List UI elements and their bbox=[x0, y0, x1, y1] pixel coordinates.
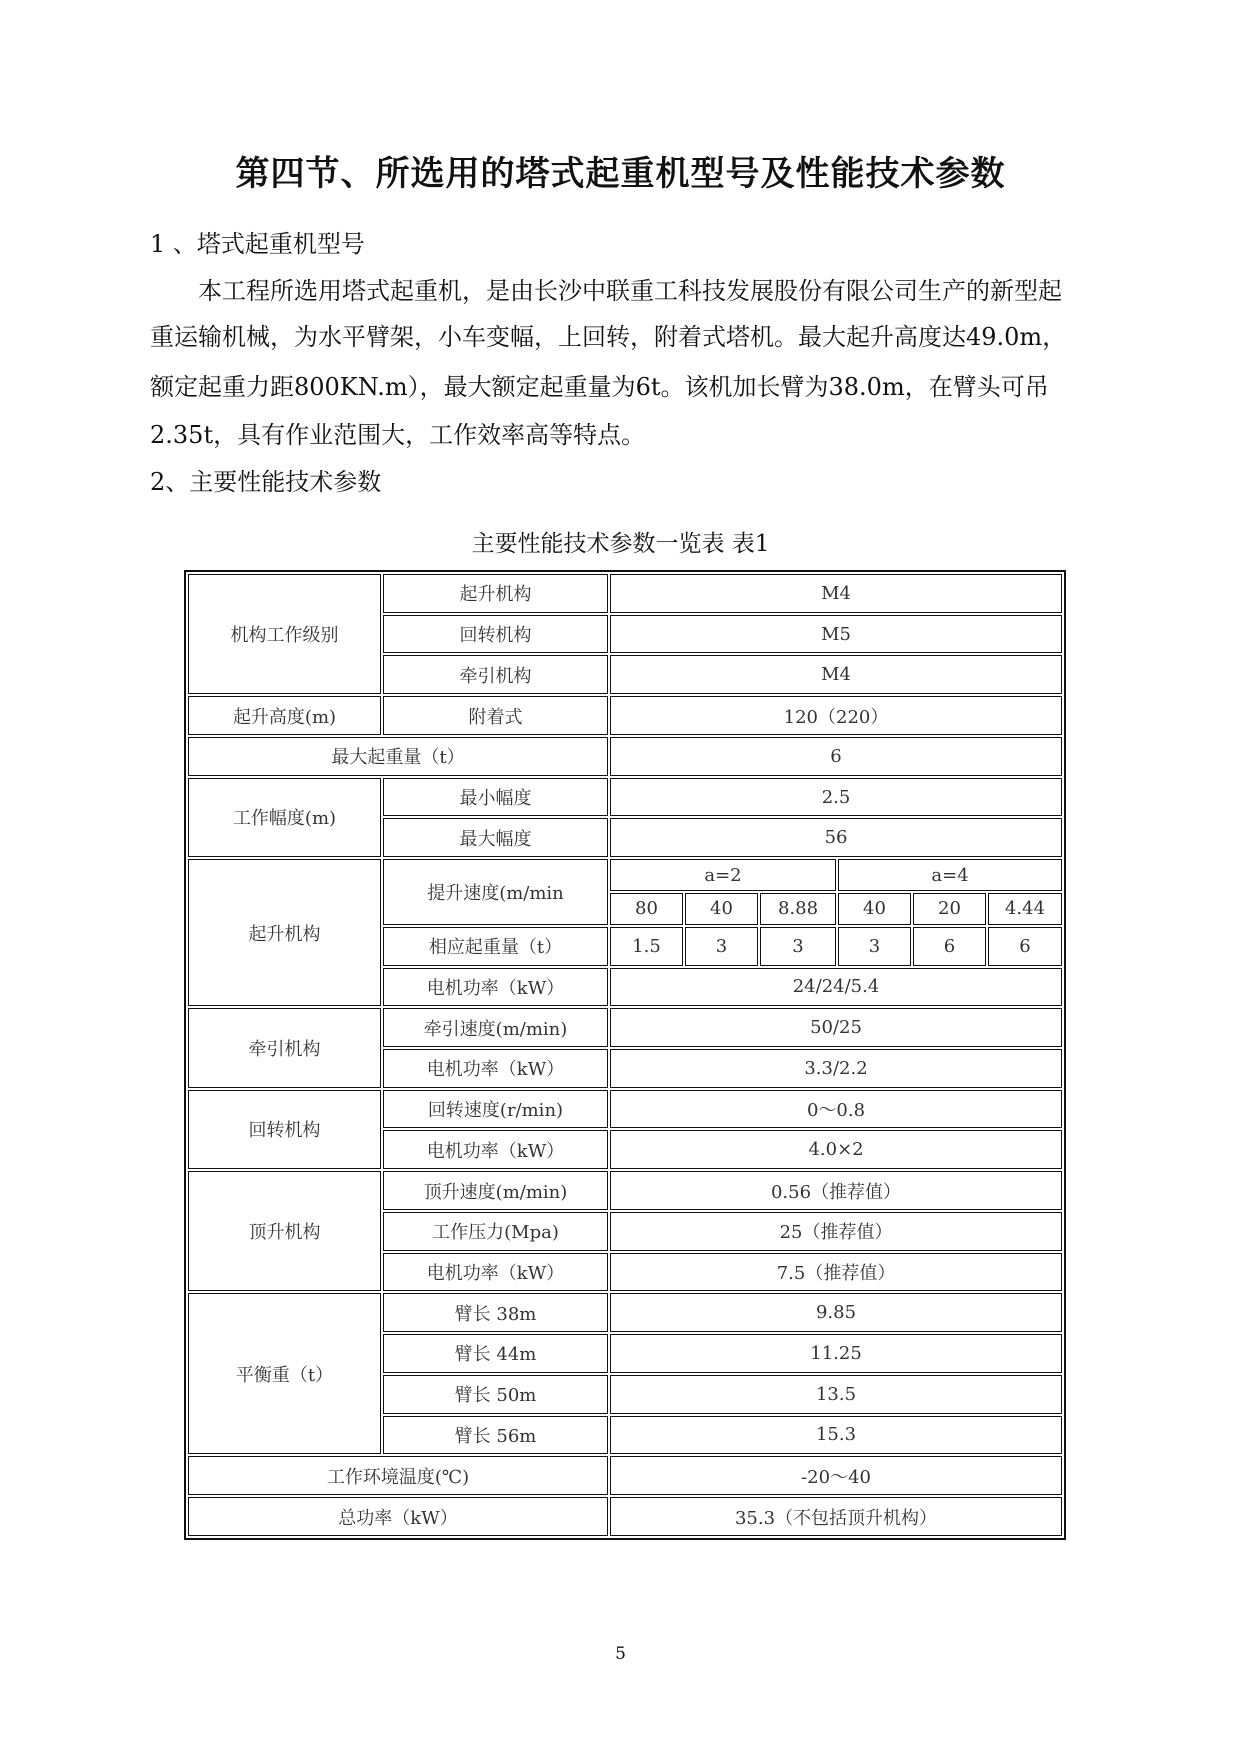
cell-value: 2.5 bbox=[610, 778, 1062, 817]
sub-label: 臂长 56m bbox=[383, 1416, 608, 1455]
row-label: 工作幅度(m) bbox=[188, 778, 381, 857]
cell-value: 35.3（不包括顶升机构） bbox=[610, 1497, 1062, 1536]
paragraph-line: 2.35t，具有作业范围大，工作效率高等特点。 bbox=[150, 421, 646, 449]
row-label: 牵引机构 bbox=[188, 1008, 381, 1087]
speed-value: 40 bbox=[685, 893, 758, 925]
cell-value: 25（推荐值） bbox=[610, 1212, 1062, 1251]
cell-value: 7.5（推荐值） bbox=[610, 1253, 1062, 1292]
sub-label: 附着式 bbox=[383, 696, 608, 735]
load-value: 3 bbox=[838, 927, 911, 966]
row-label: 起升机构 bbox=[188, 859, 381, 1006]
speed-value: 40 bbox=[838, 893, 911, 925]
table-row bbox=[188, 1293, 1062, 1332]
load-value: 3 bbox=[760, 927, 836, 966]
cell-value: 15.3 bbox=[610, 1416, 1062, 1455]
cell-value: 13.5 bbox=[610, 1375, 1062, 1414]
sub-label: 顶升速度(m/min) bbox=[383, 1171, 608, 1210]
sub-label: 牵引速度(m/min) bbox=[383, 1008, 608, 1047]
table-row bbox=[188, 1090, 1062, 1129]
row-label: 平衡重（t） bbox=[188, 1293, 381, 1454]
cell-value: 9.85 bbox=[610, 1293, 1062, 1332]
section-heading-1: 1 、塔式起重机型号 bbox=[150, 230, 365, 258]
row-label: 回转机构 bbox=[188, 1090, 381, 1169]
table-row bbox=[188, 1456, 1062, 1495]
sub-label: 臂长 50m bbox=[383, 1375, 608, 1414]
table-row bbox=[188, 778, 1062, 817]
cell-value: 11.25 bbox=[610, 1334, 1062, 1373]
sub-label: 臂长 44m bbox=[383, 1334, 608, 1373]
table-caption: 主要性能技术参数一览表 表1 bbox=[471, 531, 770, 557]
load-value: 1.5 bbox=[610, 927, 683, 966]
sub-label: 回转速度(r/min) bbox=[383, 1090, 608, 1129]
cell-value: M5 bbox=[610, 615, 1062, 654]
cell-value: M4 bbox=[610, 655, 1062, 694]
cell-value: -20～40 bbox=[610, 1456, 1062, 1495]
cell-value: 56 bbox=[610, 818, 1062, 857]
row-label: 最大起重量（t） bbox=[188, 737, 608, 776]
row-label: 顶升机构 bbox=[188, 1171, 381, 1291]
load-value: 6 bbox=[913, 927, 986, 966]
reeving-header: a=4 bbox=[838, 859, 1062, 891]
speed-value: 80 bbox=[610, 893, 683, 925]
table-row bbox=[188, 737, 1062, 776]
load-value: 6 bbox=[988, 927, 1062, 966]
sub-label: 电机功率（kW） bbox=[383, 1049, 608, 1088]
sub-label: 牵引机构 bbox=[383, 655, 608, 694]
cell-value: 3.3/2.2 bbox=[610, 1049, 1062, 1088]
table-row bbox=[188, 574, 1062, 613]
row-label: 起升高度(m) bbox=[188, 696, 381, 735]
sub-label: 相应起重量（t） bbox=[383, 927, 608, 966]
page-title: 第四节、所选用的塔式起重机型号及性能技术参数 bbox=[235, 154, 1006, 194]
sub-label: 电机功率（kW） bbox=[383, 1253, 608, 1292]
cell-value: 4.0×2 bbox=[610, 1130, 1062, 1169]
cell-value: 0.56（推荐值） bbox=[610, 1171, 1062, 1210]
spec-table bbox=[184, 570, 1066, 1540]
speed-value: 20 bbox=[913, 893, 986, 925]
cell-value: 50/25 bbox=[610, 1008, 1062, 1047]
reeving-header: a=2 bbox=[610, 859, 836, 891]
paragraph-line: 本工程所选用塔式起重机，是由长沙中联重工科技发展股份有限公司生产的新型起 bbox=[198, 277, 1062, 305]
sub-label: 回转机构 bbox=[383, 615, 608, 654]
sub-label: 起升机构 bbox=[383, 574, 608, 613]
cell-value: 0～0.8 bbox=[610, 1090, 1062, 1129]
sub-label: 提升速度(m/min bbox=[383, 859, 608, 925]
cell-value: 120（220） bbox=[610, 696, 1062, 735]
cell-value: 6 bbox=[610, 737, 1062, 776]
table-row bbox=[188, 696, 1062, 735]
sub-label: 电机功率（kW） bbox=[383, 968, 608, 1007]
cell-value: M4 bbox=[610, 574, 1062, 613]
section-heading-2: 2、主要性能技术参数 bbox=[150, 468, 382, 496]
row-label: 机构工作级别 bbox=[188, 574, 381, 694]
sub-label: 臂长 38m bbox=[383, 1293, 608, 1332]
sub-label: 电机功率（kW） bbox=[383, 1130, 608, 1169]
paragraph-line: 额定起重力距800KN.m），最大额定起重量为6t。该机加长臂为38.0m，在臂头可吊 bbox=[150, 373, 1049, 401]
speed-value: 4.44 bbox=[988, 893, 1062, 925]
table-row bbox=[188, 1008, 1062, 1047]
table-row bbox=[188, 1171, 1062, 1210]
table-row bbox=[188, 859, 1062, 891]
cell-value: 24/24/5.4 bbox=[610, 968, 1062, 1007]
speed-value: 8.88 bbox=[760, 893, 836, 925]
sub-label: 工作压力(Mpa) bbox=[383, 1212, 608, 1251]
row-label: 总功率（kW） bbox=[188, 1497, 608, 1536]
sub-label: 最大幅度 bbox=[383, 818, 608, 857]
sub-label: 最小幅度 bbox=[383, 778, 608, 817]
page-number: 5 bbox=[615, 1644, 626, 1664]
table-row bbox=[188, 1497, 1062, 1536]
paragraph-line: 重运输机械，为水平臂架，小车变幅，上回转，附着式塔机。最大起升高度达49.0m， bbox=[150, 323, 1067, 351]
row-label: 工作环境温度(℃) bbox=[188, 1456, 608, 1495]
load-value: 3 bbox=[685, 927, 758, 966]
